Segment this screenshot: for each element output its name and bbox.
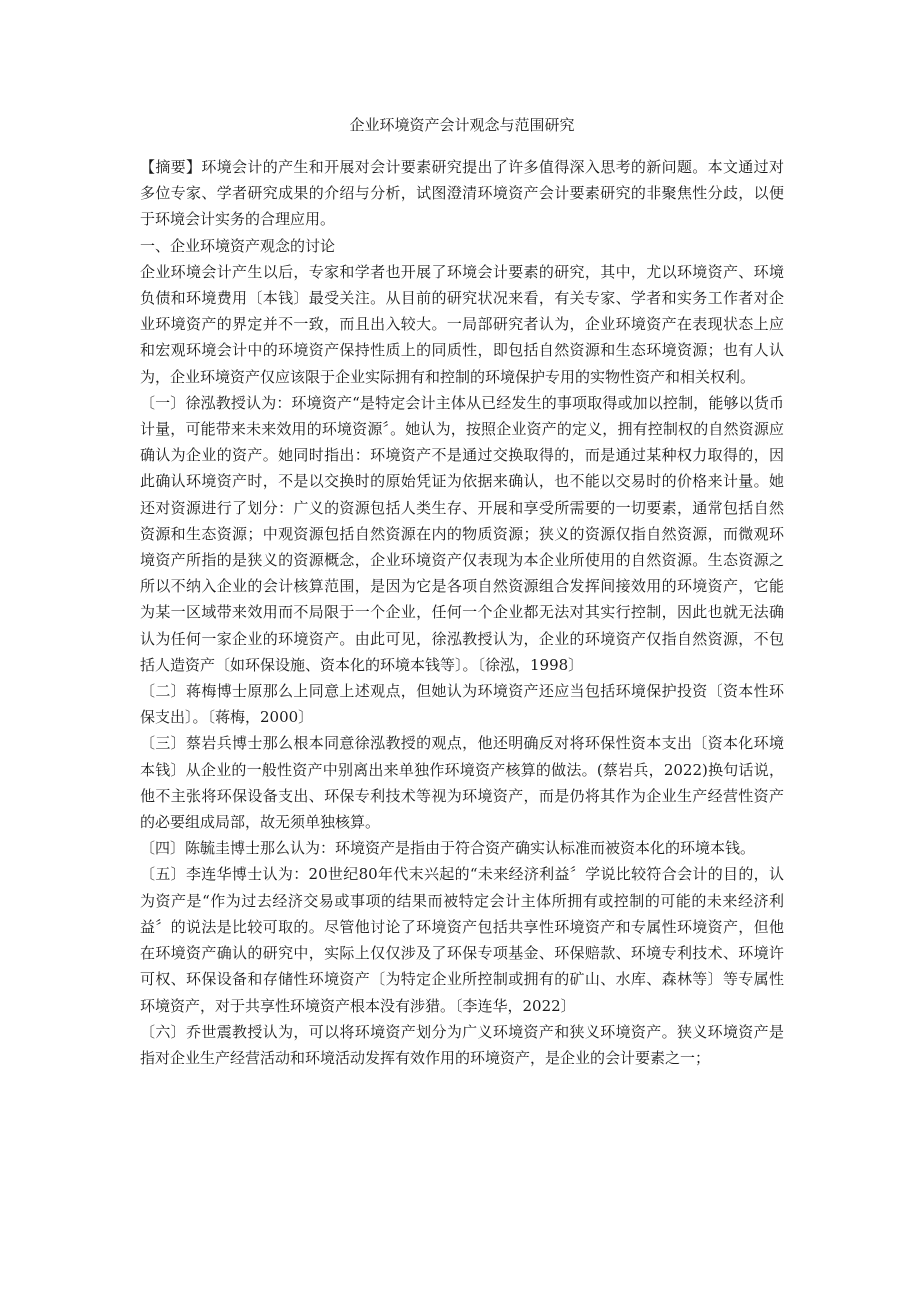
body-paragraph: 〔一〕徐泓教授认为：环境资产“是特定会计主体从已经发生的事项取得或加以控制，能够以货币计量，可能带来未来效用的环境资源〞。她认为，按照企业资产的定义，拥有控制权的自然资源应确认为企业的资产。她同时指出：环境资产不是通过交换取得的，而是通过某种权力取得的，因此确认环境资产时，不是以交换时的原始凭证为依据来确认，也不能以交易时的价格来计量。她还对资源进行了划分：广义的资源包括人类生存、开展和享受所需要的一切要素，通常包括自然资源和生态资源；中观资源包括自然资源在内的物质资源；狭义的资源仅指自然资源，而微观环境资产所指的是狭义的资源概念，企业环境资产仅表现为本企业所使用的自然资源。生态资源之所以不纳入企业的会计核算范围，是因为它是各项自然资源组合发挥间接效用的环境资产，它能为某一区域带来效用而不局限于一个企业，任何一个企业都无法对其实行控制，因此也就无法确认为任何一家企业的环境资产。由此可见，徐泓教授认为，企业的环境资产仅指自然资源，不包括人造资产〔如环保设施、资本化的环境本钱等〕。〔徐泓，1998〕	[140, 393, 784, 674]
body-paragraph: 〔三〕蔡岩兵博士那么根本同意徐泓教授的观点，他还明确反对将环保性资本支出〔资本化环境本钱〕从企业的一般性资产中别离出来单独作环境资产核算的做法。(蔡岩兵，2022)换句话说，他不主张将环保设备支出、环保专利技术等视为环境资产，而是仍将其作为企业生产经营性资产的必要组成局部，故无须单独核算。	[140, 734, 784, 832]
body-paragraph: 〔五〕李连华博士认为：20世纪80年代末兴起的“未来经济利益〞学说比较符合会计的目的，认为资产是“作为过去经济交易或事项的结果而被特定会计主体所拥有或控制的可能的未来经济利益〞的说法是比较可取的。尽管他讨论了环境资产包括共享性环境资产和专属性环境资产，但他在环境资产确认的研究中，实际上仅仅涉及了环保专项基金、环保赔款、环境专利技术、环境许可权、环保设备和存储性环境资产〔为特定企业所控制或拥有的矿山、水库、森林等〕等专属性环境资产，对于共享性环境资产根本没有涉猎。〔李连华，2022〕	[140, 865, 784, 1015]
body-paragraph: 〔二〕蒋梅博士原那么上同意上述观点，但她认为环境资产还应当包括环境保护投资〔资本性环保支出〕。〔蒋梅，2000〕	[140, 682, 784, 727]
body-paragraph: 〔四〕陈毓圭博士那么认为：环境资产是指由于符合资产确实认标准而被资本化的环境本钱。	[140, 839, 756, 858]
document-page	[140, 112, 784, 1071]
body-paragraph: 〔六〕乔世震教授认为，可以将环境资产划分为广义环境资产和狭义环境资产。狭义环境资产是指对企业生产经营活动和环境活动发挥有效作用的环境资产，是企业的会计要素之一；	[140, 1022, 784, 1067]
section-heading: 一、企业环境资产观念的讨论	[140, 236, 336, 255]
body-paragraph: 企业环境会计产生以后，专家和学者也开展了环境会计要素的研究，其中，尤以环境资产、环境负债和环境费用〔本钱〕最受关注。从目前的研究状况来看，有关专家、学者和实务工作者对企业环境资产的界定并不一致，而且出入较大。一局部研究者认为，企业环境资产在表现状态上应和宏观环境会计中的环境资产保持性质上的同质性，即包括自然资源和生态环境资源；也有人认为，企业环境资产仅应该限于企业实际拥有和控制的环境保护专用的实物性资产和相关权利。	[140, 262, 784, 386]
document-title: 企业环境资产会计观念与范围研究	[349, 116, 575, 134]
abstract-paragraph: 【摘要】环境会计的产生和开展对会计要素研究提出了许多值得深入思考的新问题。本文通过对多位专家、学者研究成果的介绍与分析，试图澄清环境资产会计要素研究的非聚焦性分歧，以便于环境会计实务的合理应用。	[140, 158, 784, 229]
